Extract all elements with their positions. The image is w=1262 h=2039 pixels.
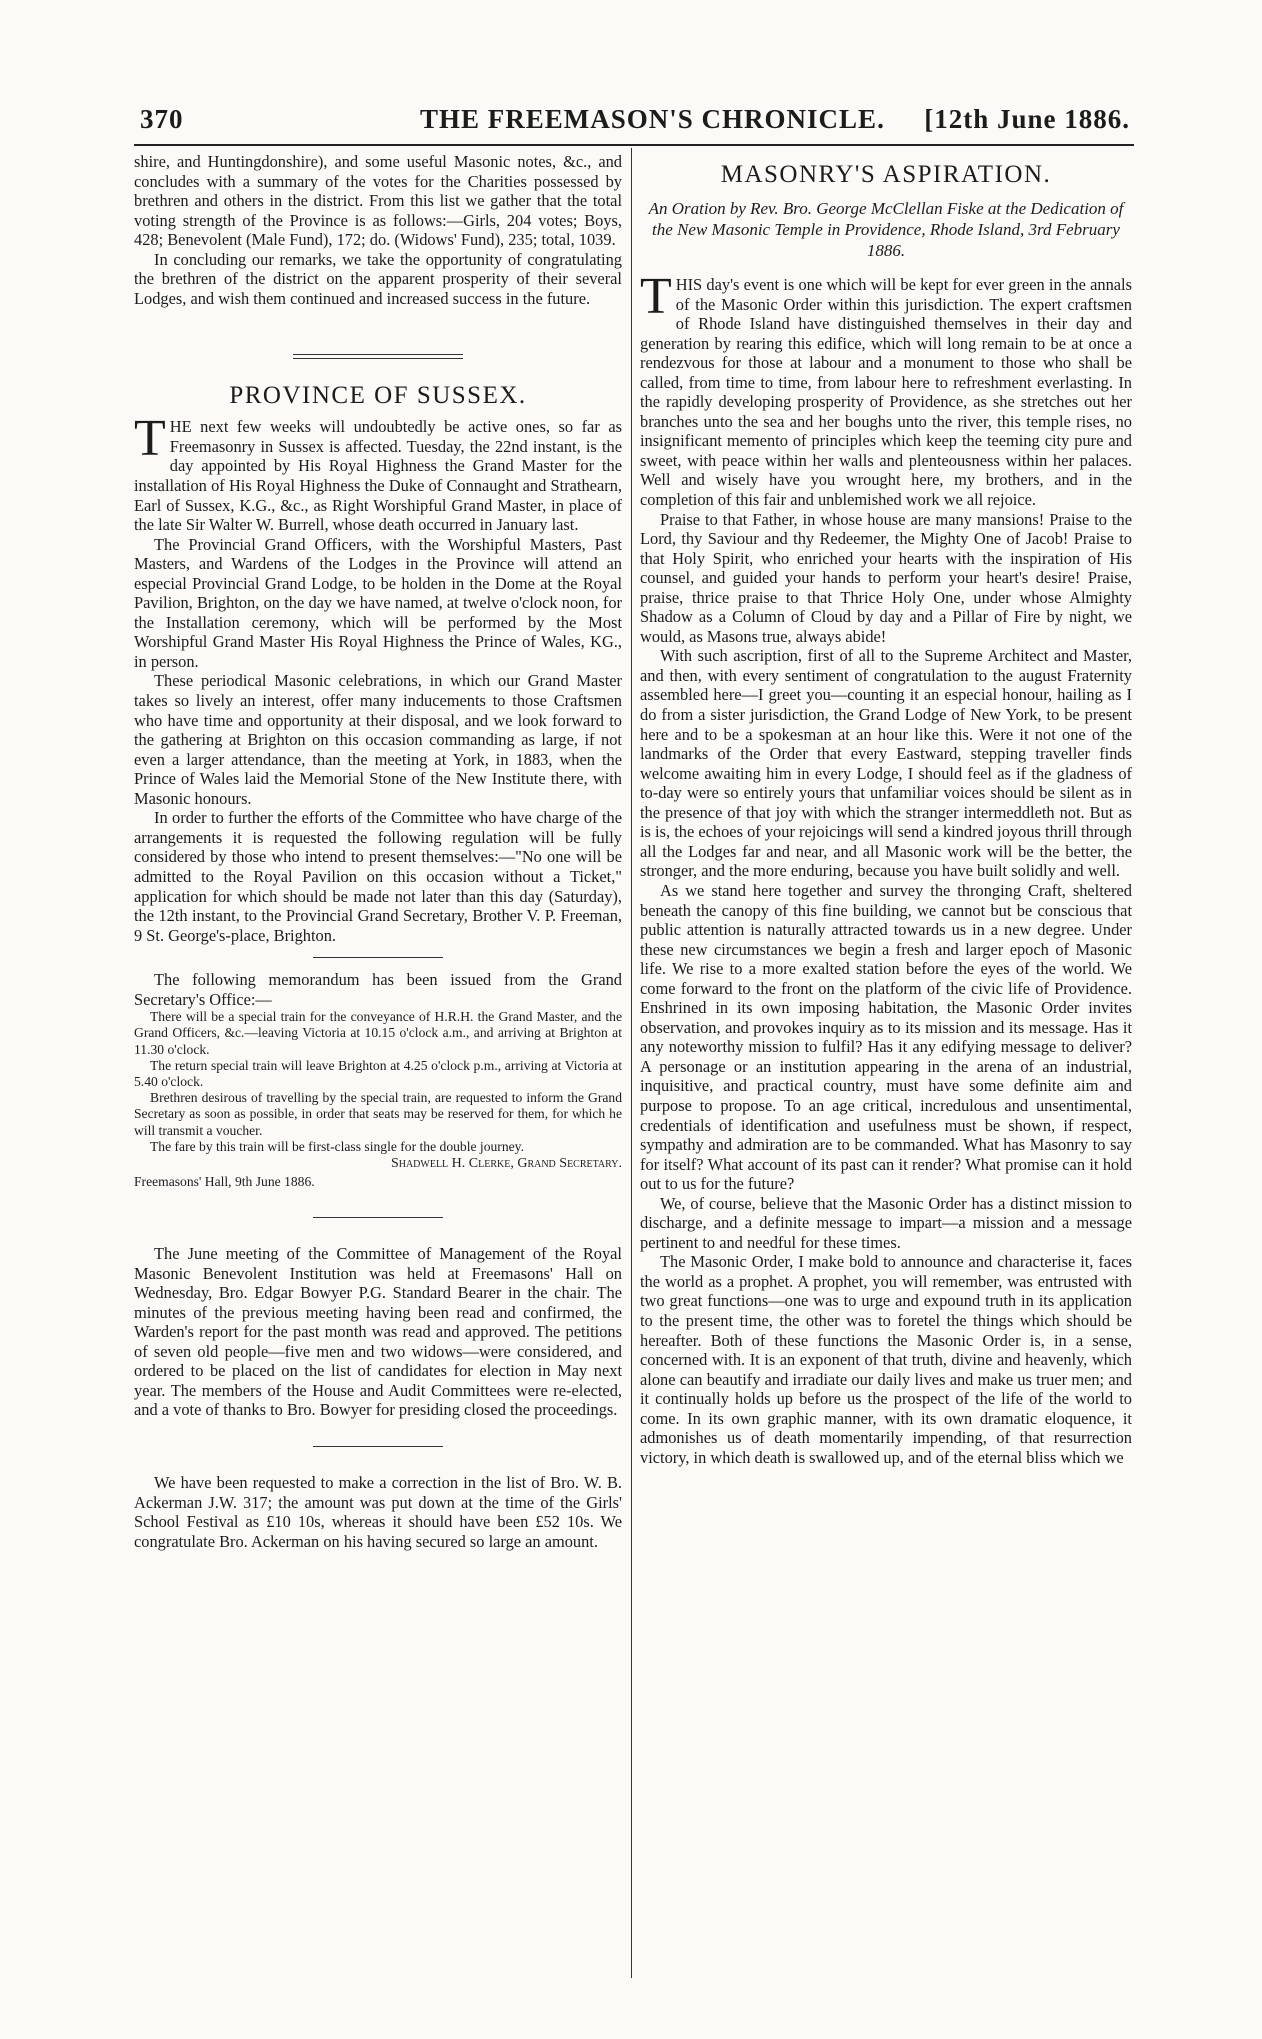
drop-cap: T — [640, 268, 672, 325]
continued-paragraph: shire, and Huntingdonshire), and some useful Masonic notes, &c., and concludes with a summary of the votes for the Charities possessed by brethren and others in the district. From this list we gather that the total voting strength of the Province is as follows:—Girls, 204 votes; Boys, 428; Benevolent (Male Fund), 172; do. (Widows' Fund), 235; total, 1039. — [134, 152, 622, 250]
page-number: 370 — [140, 104, 184, 134]
sussex-heading: PROVINCE OF SUSSEX. — [229, 382, 527, 410]
sussex-paragraph-3: These periodical Masonic celebrations, in which our Grand Master takes so lively an interest, offer many inducements to those Craftsmen who have time and opportunity at their disposal, and we look forward to the gathering at Brighton on this occasion commanding as large, if not even a larger attendance, than the meeting at York, in 1883, when the Prince of Wales laid the Memorial Stone of the New Institute there, with Masonic honours. — [134, 671, 622, 808]
oration-paragraph-1: THIS day's event is one which will be kept for ever green in the annals of the Masonic Order within this jurisdiction. The expert craftsmen of Rhode Island have distinguished themselves in their day and generation by rearing this edifice, which will long remain to be at once a rendezvous for those at labour and a monument to those who shall be called, from time to time, from labour here to refreshment everlasting. In the rapidly developing prosperity of Providence, as she stretches out her branches unto the sea and her boughs unto the river, this temple rises, no insignificant memento of principles which keep the teeming city pure and sweet, with peace within her walls and plenteousness within her palaces. Well and wisely have you wrought here, my brothers, and in the completion of this fair and unblemished work we all rejoice. — [640, 268, 1132, 510]
issue-date: [12th June 1886. — [924, 104, 1130, 134]
memo-intro: The following memorandum has been issued from the Grand Secretary's Office:— — [134, 970, 622, 1009]
left-column — [134, 152, 622, 1551]
concluding-paragraph: In concluding our remarks, we take the opportunity of congratulating the brethren of the district on the apparent prosperity of their several Lodges, and wish them continued and increased success in the future. — [134, 249, 622, 308]
right-column — [640, 152, 1132, 1467]
memo-item: There will be a special train for the conveyance of H.R.H. the Grand Master, and the Grand Officers, &c.—leaving Victoria at 10.15 o'clock a.m., and arriving at Brighton at 11.30 o'clock. — [134, 1009, 622, 1057]
sussex-paragraph-4: In order to further the efforts of the Committee who have charge of the arrangements it is requested the following regulation will be fully considered by those who intend to present themselves:—"No one will be admitted to the Royal Pavilion on this occasion without a Ticket," application for which should be made not later than this day (Saturday), the 12th instant, to the Provincial Grand Secretary, Brother V. P. Freeman, 9 St. George's-place, Brighton. — [134, 808, 622, 945]
memo-signature: Shadwell H. Clerke, Grand Secretary. — [390, 1156, 622, 1172]
header-rule — [134, 144, 1134, 146]
masthead-title: THE FREEMASON'S CHRONICLE. — [420, 104, 885, 134]
sussex-paragraph-2: The Provincial Grand Officers, with the Worshipful Masters, Past Masters, and Wardens of the Lodges in the Province will attend an especial Provincial Grand Lodge, to be holden in the Dome at the Royal Pavilion, Brighton, on the day we have named, at twelve o'clock noon, for the Installation ceremony, which will be performed by the Most Worshipful Grand Master His Royal Highness the Prince of Wales, KG., in person. — [134, 534, 622, 671]
page-header — [140, 104, 1130, 140]
oration-subtitle: An Oration by Rev. Bro. George McClellan Fiske at the Dedication of the New Masonic Temple in Providence, Rhode Island, 3rd February 1886. — [648, 199, 1124, 260]
memo-item: The fare by this train will be first-class single for the double journey. — [150, 1138, 524, 1154]
oration-paragraph-6: The Masonic Order, I make bold to announce and characterise it, faces the world as a prophet. A prophet, you will remember, was entrusted with two great functions—one was to urge and expound truth in its application to the present time, the other was to foretel the things which should be hereafter. Both of these functions the Masonic Order is, in a sense, concerned with. It is an exponent of that truth, divine and heavenly, which alone can beautify and irradiate our daily lives and make us truer men; and it continually holds up before us the prospect of the life of the world to come. In its own graphic manner, with its own dramatic eloquence, it admonishes us of death momentarily impending, of that resurrection victory, in which death is swallowed up, and of the eternal bliss which we — [640, 1252, 1132, 1467]
correction-paragraph: We have been requested to make a correction in the list of Bro. W. B. Ackerman J.W. 317; the amount was put down at the time of the Girls' School Festival as £10 10s, whereas it should have been £52 10s. We congratulate Bro. Ackerman on his having secured so large an amount. — [134, 1472, 622, 1551]
column-rule — [631, 148, 632, 1978]
memo-place-date: Freemasons' Hall, 9th June 1886. — [134, 1174, 315, 1190]
drop-cap: T — [134, 410, 166, 468]
memo-item: Brethren desirous of travelling by the special train, are requested to inform the Grand Secretary as soon as possible, in order that seats may be reserved for them, for which he will transmit a voucher. — [134, 1090, 622, 1138]
memorandum — [134, 1009, 622, 1155]
sussex-paragraph-1: THE next few weeks will undoubtedly be active ones, so far as Freemasonry in Sussex is affected. Tuesday, the 22nd instant, is the day appointed by His Royal Highness the Grand Master for the installation of His Royal Highness the Duke of Connaught and Strathearn, Earl of Sussex, K.G., &c., as Right Worshipful Grand Master, in place of the late Sir Walter W. Burrell, whose death occurred in January last. — [134, 410, 622, 535]
june-meeting-paragraph: The June meeting of the Committee of Management of the Royal Masonic Benevolent Institution was held at Freemasons' Hall on Wednesday, Bro. Edgar Bowyer P.G. Standard Bearer in the chair. The minutes of the previous meeting having been read and confirmed, the Warden's report for the past month was read and approved. The petitions of seven old people—five men and two widows—were considered, and ordered to be placed on the list of candidates for election in May next year. The members of the House and Audit Committees were re-elected, and a vote of thanks to Bro. Bowyer for presiding closed the proceedings. — [134, 1244, 622, 1420]
oration-paragraph-4: As we stand here together and survey the thronging Craft, sheltered beneath the canopy of this fine building, we cannot but be conscious that public attention is naturally attracted towards us in a new degree. Under these new circumstances we begin a fresh and larger epoch of Masonic life. We rise to a more exalted station before the eyes of the world. We come forward to the front on the platform of the civic life of Providence. Enshrined in its own imposing habitation, the Masonic Order invites observation, and provokes inquiry as to its mission and its message. Has it any noteworthy mission to fulfil? Has it any edifying message to deliver? A personage or an institution appearing in the arena of an industrial, inquisitive, and practical country, must have some definite aim and purpose to propose. To an age critical, incredulous and unsentimental, credentials of identification and usefulness must be shown, if respect, sympathy and admiration are to be commanded. What has Masonry to say for itself? What account of its past can it render? What promise can it hold out to us for the future? — [640, 880, 1132, 1194]
oration-paragraph-2: Praise to that Father, in whose house are many mansions! Praise to the Lord, thy Saviour and thy Redeemer, the Mighty One of Jacob! Praise to that Holy Spirit, who enriched your hearts with the inspiration of His counsel, and guided your hands to perform your heart's desire! Praise, praise, thrice praise to that Thrice Holy One, under whose Almighty Shadow as a Column of Cloud by day and a Pillar of Fire by night, we would, as Masons true, always abide! — [640, 509, 1132, 646]
oration-paragraph-5: We, of course, believe that the Masonic Order has a distinct mission to discharge, and a definite message to impart—a mission and a message pertinent to and needful for these times. — [640, 1193, 1132, 1252]
oration-paragraph-3: With such ascription, first of all to the Supreme Architect and Master, and then, with every sentiment of congratulation to the august Fraternity assembled here—I greet you—counting it an especial honour, hailing as I do from a sister jurisdiction, the Grand Lodge of New York, to be present here and to be a spokesman at an hour like this. Were it not one of the landmarks of the Order that every Eastward, stepping traveller finds welcome awaiting him in every Lodge, I should feel as if the gladness of to-day were so entirely yours that unfamiliar voices should be silent as in the presence of that joy with which the stranger intermeddleth not. But as is is, the echoes of your rejoicings will send a kindred joyous thrill through all the Lodges far and near, and all Masonic work will be the better, the stronger, and the more enduring, because you have built solidly and well. — [640, 646, 1132, 881]
memo-item: The return special train will leave Brighton at 4.25 o'clock p.m., arriving at Victoria at 5.40 o'clock. — [134, 1057, 622, 1090]
aspiration-heading: MASONRY'S ASPIRATION. — [720, 161, 1052, 188]
